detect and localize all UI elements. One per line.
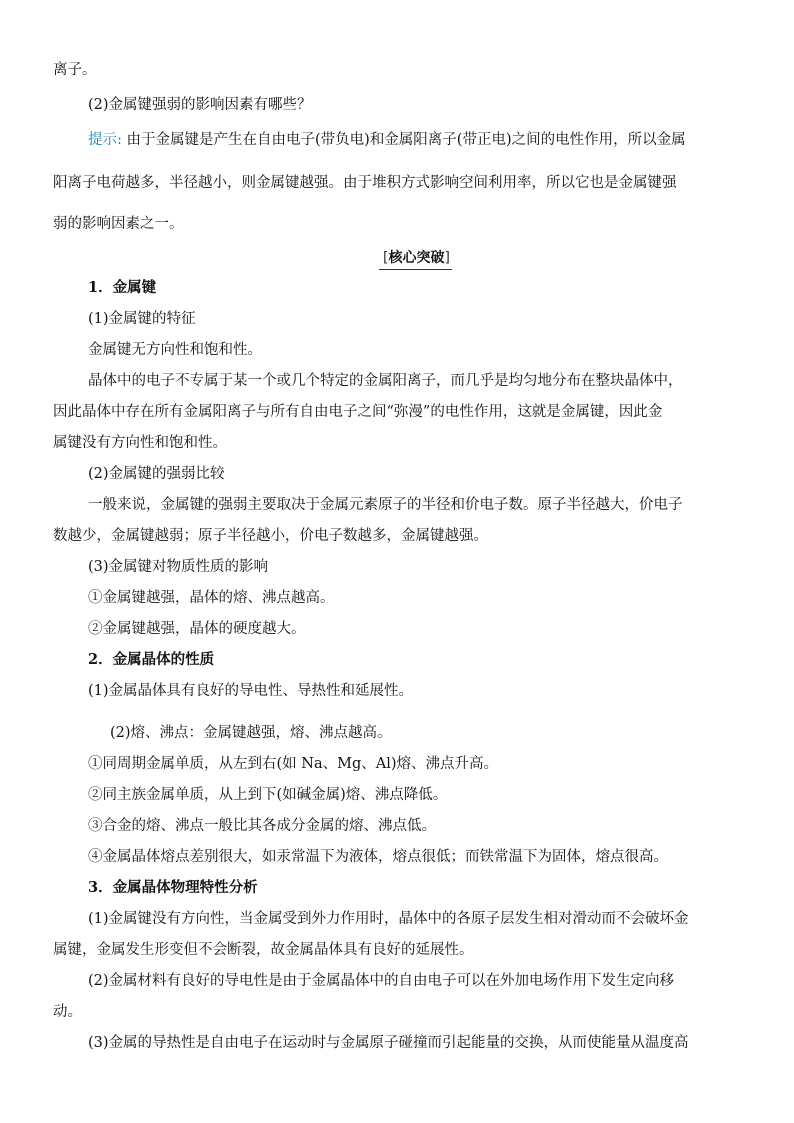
paragraph-line: 金属键无方向性和饱和性。 [88,342,262,358]
badge-close-bracket: ] [444,250,450,266]
paragraph-line: 因此晶体中存在所有金属阳离子与所有自由电子之间“弥漫”的电性作用，这就是金属键，因此金 [53,404,663,420]
section-heading: 2．金属晶体的性质 [88,651,215,668]
subheading: (3)金属键对物质性质的影响 [88,559,269,575]
paragraph-line: 动。 [53,1004,82,1020]
list-item: ①同周期金属单质，从左到右(如 Na、Mg、Al)熔、沸点升高。 [88,756,498,772]
text-line: 离子。 [53,62,97,78]
subheading: (2)金属键的强弱比较 [88,466,225,482]
paragraph-line: 数越少，金属键越弱；原子半径越小，价电子数越多，金属键越强。 [53,528,488,544]
hint-line: 阳离子电荷越多，半径越小，则金属键越强。由于堆积方式影响空间利用率，所以它也是金属键强 [53,175,677,191]
paragraph-line: (1)金属键没有方向性，当金属受到外力作用时，晶体中的各原子层发生相对滑动而不会破坏金 [88,911,689,927]
hint-text: 由于金属键是产生在自由电子(带负电)和金属阳离子(带正电)之间的电性作用，所以金属 [126,132,686,148]
section-heading: 1．金属键 [88,279,157,296]
subheading: (1)金属晶体具有良好的导电性、导热性和延展性。 [88,683,414,699]
paragraph-line: 属键，金属发生形变但不会断裂，故金属晶体具有良好的延展性。 [53,942,474,958]
hint-line [88,130,686,150]
badge-open-bracket: [ [383,250,389,266]
list-item: ③合金的熔、沸点一般比其各成分金属的熔、沸点低。 [88,818,436,834]
section-badge [379,249,454,267]
hint-line: 弱的影响因素之一。 [53,216,184,232]
question-line: (2)金属键强弱的影响因素有哪些？ [88,97,312,113]
paragraph-line: (2)金属材料有良好的导电性是由于金属晶体中的自由电子可以在外加电场作用下发生定向移 [88,973,675,989]
hint-label: 提示: [88,132,122,148]
subheading: (1)金属键的特征 [88,311,196,327]
section-heading: 3．金属晶体物理特性分析 [88,879,258,896]
paragraph-line: 晶体中的电子不专属于某一个或几个特定的金属阳离子，而几乎是均匀地分布在整块晶体中， [88,373,683,389]
list-item: ②同主族金属单质，从上到下(如碱金属)熔、沸点降低。 [88,787,448,803]
paragraph-line: 一般来说，金属键的强弱主要取决于金属元素原子的半径和价电子数。原子半径越大，价电子 [88,497,683,513]
badge-label: 核心突破 [388,250,445,266]
list-item: ①金属键越强，晶体的熔、沸点越高。 [88,590,335,606]
subheading: (2)熔、沸点：金属键越强，熔、沸点越高。 [110,725,392,741]
list-item: ④金属晶体熔点差别很大，如汞常温下为液体，熔点很低；而铁常温下为固体，熔点很高。 [88,849,668,865]
list-item: ②金属键越强，晶体的硬度越大。 [88,621,306,637]
paragraph-line: 属键没有方向性和饱和性。 [53,435,227,451]
badge-underline [379,269,452,270]
paragraph-line: (3)金属的导热性是自由电子在运动时与金属原子碰撞而引起能量的交换，从而使能量从温度高 [88,1035,689,1051]
